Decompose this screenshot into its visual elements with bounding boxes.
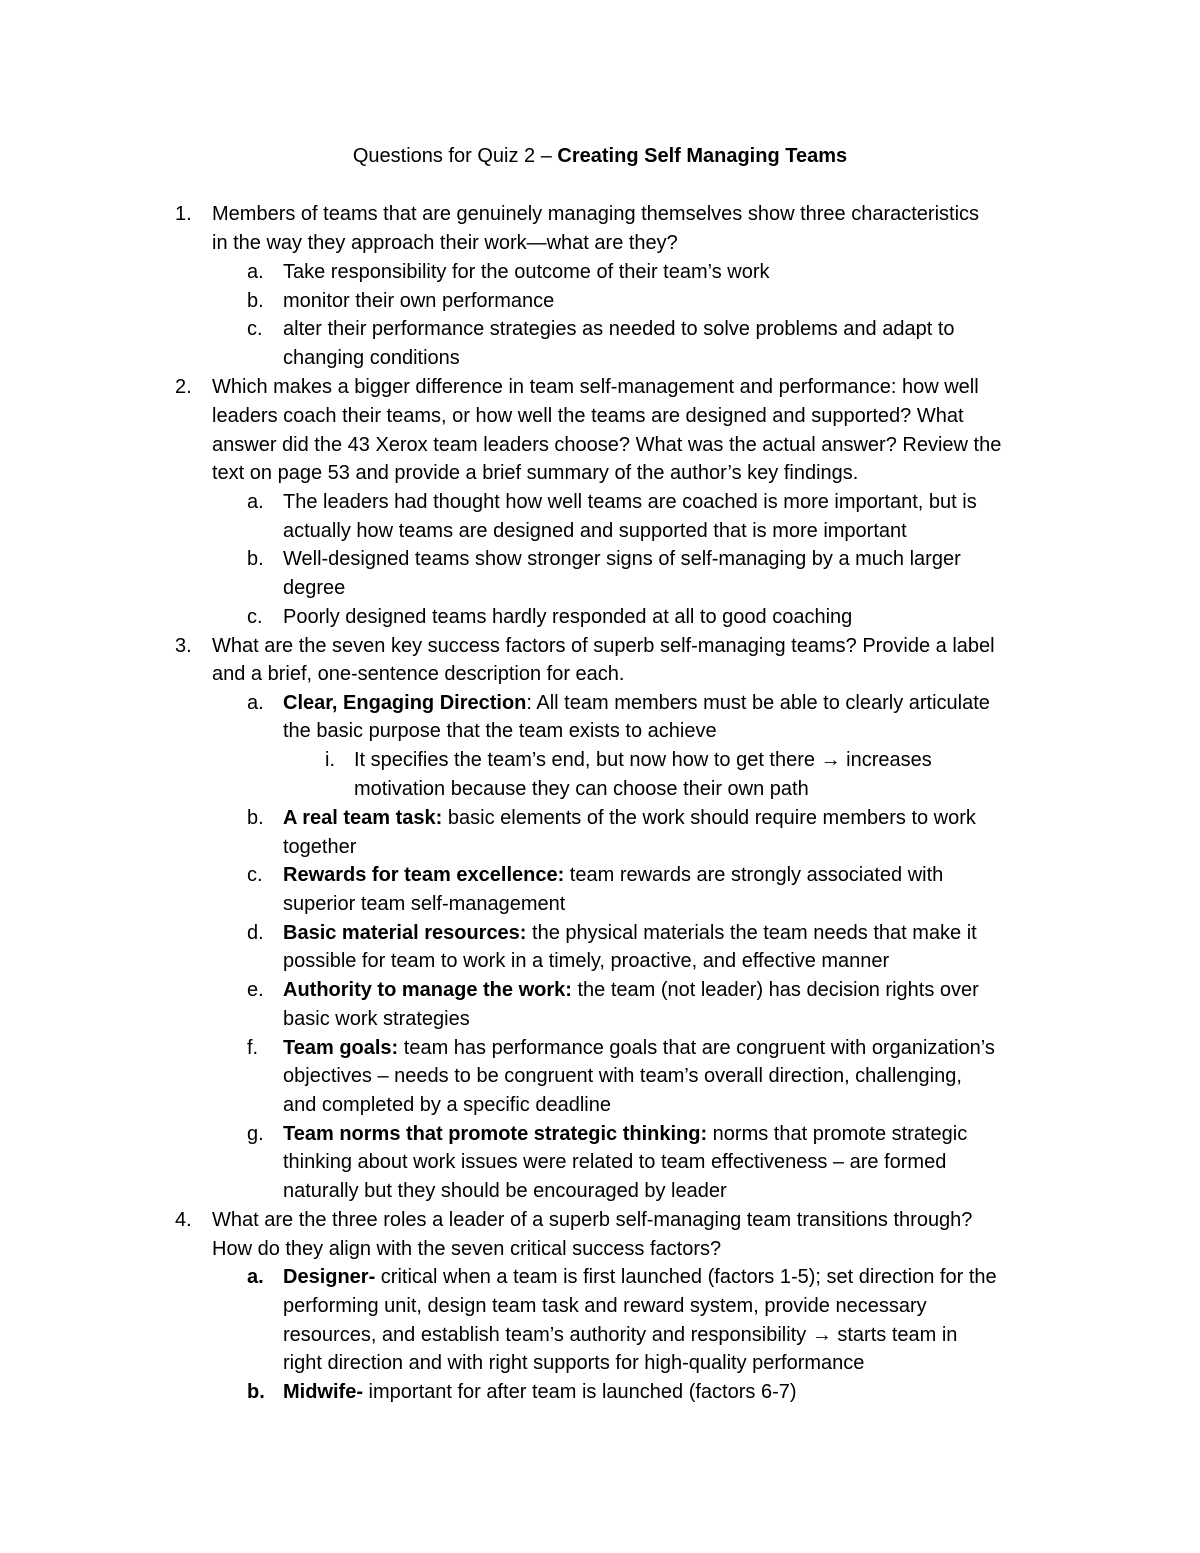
- q4-b-desc: important for after team is launched (factors 6-7): [363, 1381, 797, 1403]
- q4-a-line: [283, 1321, 957, 1350]
- q4-text-line: How do they align with the seven critical success factors?: [212, 1238, 722, 1260]
- q2-text-line: text on page 53 and provide a brief summary of the author’s key findings.: [212, 462, 859, 484]
- q3-b-desc: together: [283, 836, 357, 858]
- q1-b-mark: b.: [247, 290, 264, 312]
- q1-c-text: alter their performance strategies as needed to solve problems and adapt to: [283, 318, 955, 340]
- q2-b-text: Well-designed teams show stronger signs of self-managing by a much larger: [283, 548, 961, 570]
- q3-a-line: [283, 689, 990, 718]
- q4-a-label: Designer-: [283, 1266, 376, 1288]
- title-bold: Creating Self Managing Teams: [557, 145, 848, 167]
- q3-a-label: Clear, Engaging Direction: [283, 692, 527, 714]
- q3-text-line: and a brief, one-sentence description for each.: [212, 663, 625, 685]
- q3-g-desc: thinking about work issues were related to team effectiveness – are formed: [283, 1151, 947, 1173]
- q1-a-text: Take responsibility for the outcome of their team’s work: [283, 261, 770, 283]
- q3-text-line: What are the seven key success factors of superb self-managing teams? Provide a label: [212, 635, 995, 657]
- title-plain: Questions for Quiz 2 –: [352, 145, 558, 167]
- q4-a-line: [283, 1263, 997, 1292]
- q3-f-desc: team has performance goals that are congruent with organization’s: [398, 1037, 995, 1059]
- q1-a-mark: a.: [247, 261, 264, 283]
- q4-b-line: [283, 1378, 797, 1407]
- q1-c-text: changing conditions: [283, 347, 460, 369]
- q2-a-text: actually how teams are designed and supported that is more important: [283, 520, 907, 542]
- q3-number: 3.: [175, 635, 192, 657]
- q3-c-mark: c.: [247, 864, 263, 886]
- q4-a-desc: starts team in: [831, 1324, 958, 1346]
- q3-a-desc: : All team members must be able to clearly articulate: [526, 692, 990, 714]
- q3-ai-text: motivation because they can choose their own path: [354, 778, 809, 800]
- q4-a-desc: performing unit, design team task and reward system, provide necessary: [283, 1295, 927, 1317]
- q3-b-mark: b.: [247, 807, 264, 829]
- q3-e-line: [283, 976, 979, 1005]
- arrow-right-icon: →: [820, 749, 841, 771]
- q4-b-label: Midwife-: [283, 1381, 363, 1403]
- q1-text-line: in the way they approach their work—what are they?: [212, 232, 678, 254]
- q2-b-mark: b.: [247, 548, 264, 570]
- q2-a-mark: a.: [247, 491, 264, 513]
- q1-c-mark: c.: [247, 318, 263, 340]
- q2-c-mark: c.: [247, 606, 263, 628]
- q4-a-desc: resources, and establish team’s authority and responsibility: [283, 1324, 812, 1346]
- q3-e-desc: basic work strategies: [283, 1008, 470, 1030]
- q3-d-mark: d.: [247, 922, 264, 944]
- q3-d-label: Basic material resources:: [283, 922, 527, 944]
- q3-ai-line: [354, 746, 932, 775]
- q3-g-desc: naturally but they should be encouraged by leader: [283, 1180, 727, 1202]
- q3-c-line: [283, 861, 943, 890]
- q3-ai-text: It specifies the team’s end, but now how to get there: [354, 749, 821, 771]
- page-title: [0, 142, 1200, 171]
- q2-text-line: Which makes a bigger difference in team self-management and performance: how well: [212, 376, 979, 398]
- q3-e-desc: the team (not leader) has decision rights over: [571, 979, 979, 1001]
- q2-a-text: The leaders had thought how well teams are coached is more important, but is: [283, 491, 977, 513]
- q3-f-line: [283, 1034, 995, 1063]
- q3-c-label: Rewards for team excellence:: [283, 864, 565, 886]
- q2-c-text: Poorly designed teams hardly responded at all to good coaching: [283, 606, 853, 628]
- q3-g-label: Team norms that promote strategic thinking:: [283, 1123, 708, 1145]
- q3-f-desc: objectives – needs to be congruent with team’s overall direction, challenging,: [283, 1065, 962, 1087]
- q3-ai-text: increases: [840, 749, 932, 771]
- q2-b-text: degree: [283, 577, 346, 599]
- q3-c-desc: superior team self-management: [283, 893, 566, 915]
- q2-number: 2.: [175, 376, 192, 398]
- q1-text-line: Members of teams that are genuinely managing themselves show three characteristics: [212, 203, 980, 225]
- q3-d-desc: the physical materials the team needs that make it: [526, 922, 977, 944]
- q4-a-desc: right direction and with right supports for high-quality performance: [283, 1352, 865, 1374]
- q3-b-line: [283, 804, 976, 833]
- q1-number: 1.: [175, 203, 192, 225]
- q3-f-label: Team goals:: [283, 1037, 399, 1059]
- q4-a-mark: a.: [247, 1266, 264, 1288]
- q4-number: 4.: [175, 1209, 192, 1231]
- q4-a-desc: critical when a team is first launched (factors 1-5); set direction for the: [375, 1266, 997, 1288]
- q3-a-desc: the basic purpose that the team exists to achieve: [283, 720, 717, 742]
- q3-g-mark: g.: [247, 1123, 264, 1145]
- q3-e-label: Authority to manage the work:: [283, 979, 572, 1001]
- q1-b-text: monitor their own performance: [283, 290, 555, 312]
- q3-f-desc: and completed by a specific deadline: [283, 1094, 611, 1116]
- q3-ai-mark: i.: [325, 749, 335, 771]
- q3-g-line: [283, 1120, 967, 1149]
- q3-d-desc: possible for team to work in a timely, proactive, and effective manner: [283, 950, 890, 972]
- arrow-right-icon: →: [811, 1324, 832, 1346]
- q3-a-mark: a.: [247, 692, 264, 714]
- q3-g-desc: norms that promote strategic: [707, 1123, 968, 1145]
- q3-e-mark: e.: [247, 979, 264, 1001]
- q3-b-label: A real team task:: [283, 807, 443, 829]
- q4-b-mark: b.: [247, 1381, 265, 1403]
- q3-c-desc: team rewards are strongly associated with: [564, 864, 944, 886]
- q2-text-line: answer did the 43 Xerox team leaders choose? What was the actual answer? Review the: [212, 434, 1002, 456]
- q4-text-line: What are the three roles a leader of a superb self-managing team transitions through?: [212, 1209, 973, 1231]
- q3-f-mark: f.: [247, 1037, 259, 1059]
- q2-text-line: leaders coach their teams, or how well the teams are designed and supported? What: [212, 405, 964, 427]
- q3-b-desc: basic elements of the work should require members to work: [442, 807, 976, 829]
- q3-d-line: [283, 919, 977, 948]
